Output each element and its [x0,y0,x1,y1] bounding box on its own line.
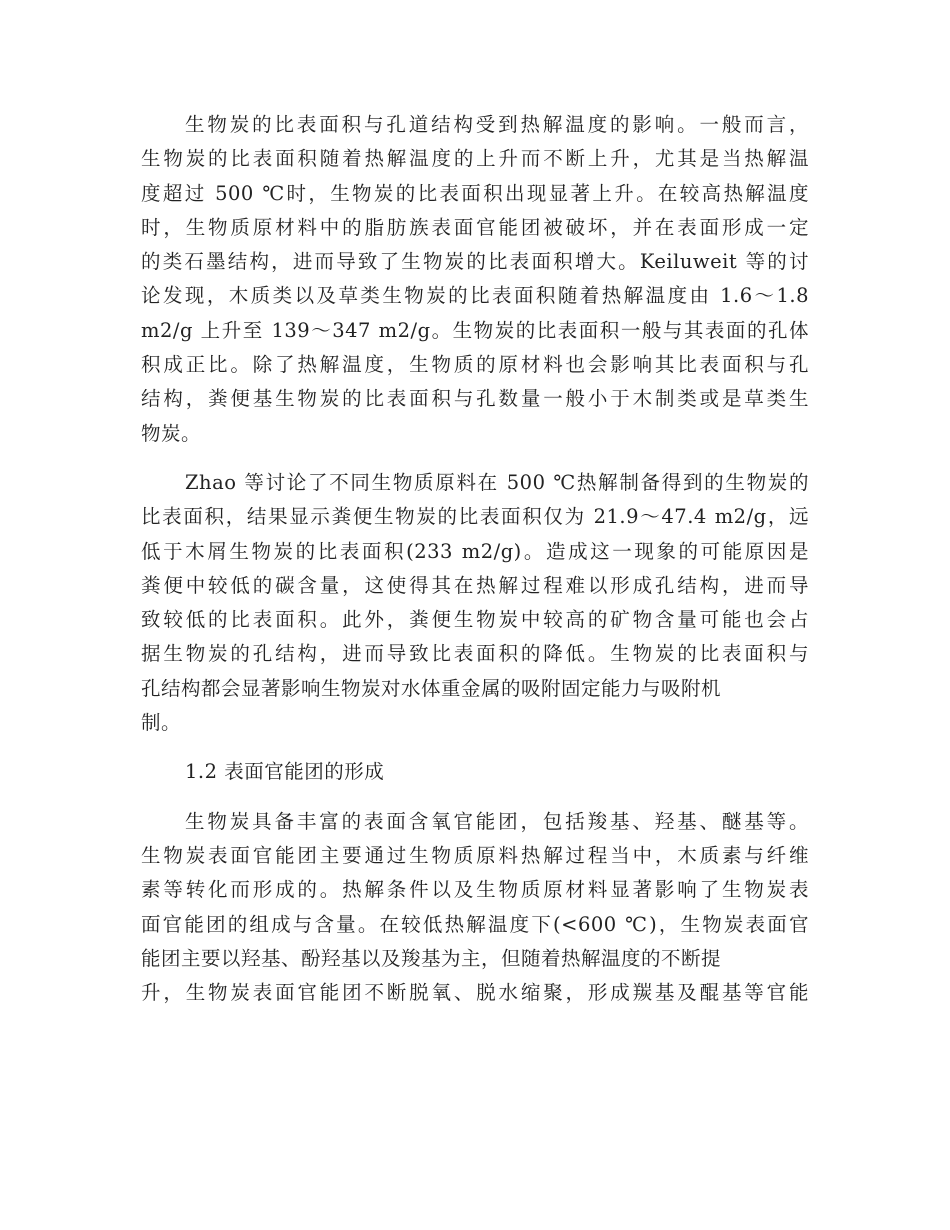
text-line: 能团主要以羟基、酚羟基以及羧基为主，但随着热解温度的不断提 [141,946,722,970]
paragraph-zhao-study [141,466,809,740]
text-line: 生物炭的比表面积与孔道结构受到热解温度的影响。一般而言， [185,113,809,136]
document-body [141,108,809,1010]
text-line: 据生物炭的孔结构，进而导致比表面积的降低。生物炭的比表面积与 [141,642,809,666]
text-line: 生物炭的比表面积随着热解温度的上升而不断上升，尤其是当热解温 [141,147,809,171]
text-line: 比表面积，结果显示粪便生物炭的比表面积仅为 21.9～47.4 m2/g，远 [141,505,809,529]
paragraph-biochar-surface-area [141,108,809,451]
text-line: Zhao 等讨论了不同生物质原料在 500 ℃热解制备得到的生物炭的 [185,470,809,494]
text-line: 的类石墨结构，进而导致了生物炭的比表面积增大。Keiluweit 等的讨 [141,250,809,274]
text-line: 结构，粪便基生物炭的比表面积与孔数量一般小于木制类或是草类生 [141,387,809,411]
text-line: 粪便中较低的碳含量，这使得其在热解过程难以形成孔结构，进而导 [141,573,809,597]
section-heading [141,755,809,789]
paragraph-gap [141,740,809,755]
text-line: 论发现，木质类以及草类生物炭的比表面积随着热解温度由 1.6～1.8 [141,284,809,308]
text-line: 物炭。 [141,421,202,445]
text-line: 积成正比。除了热解温度，生物质的原材料也会影响其比表面积与孔 [141,353,809,377]
section-title: 1.2 表面官能团的形成 [185,760,385,784]
text-line: 升，生物炭表面官能团不断脱氧、脱水缩聚，形成羰基及醌基等官能 [141,981,809,1005]
text-line: 度超过 500 ℃时，生物炭的比表面积出现显著上升。在较高热解温度 [141,181,809,205]
paragraph-gap [141,451,809,466]
text-line: 生物炭表面官能团主要通过生物质原料热解过程当中，木质素与纤维 [141,843,809,867]
text-line: 时，生物质原材料中的脂肪族表面官能团被破坏，并在表面形成一定 [141,215,809,239]
text-line: 制。 [141,711,182,735]
text-line: 低于木屑生物炭的比表面积(233 m2/g)。造成这一现象的可能原因是 [141,539,809,563]
text-line: m2/g 上升至 139～347 m2/g。生物炭的比表面积一般与其表面的孔体 [141,318,809,342]
paragraph-gap [141,790,809,805]
text-line: 生物炭具备丰富的表面含氧官能团，包括羧基、羟基、醚基等。 [185,809,809,833]
text-line: 孔结构都会显著影响生物炭对水体重金属的吸附固定能力与吸附机 [141,676,722,700]
text-line: 面官能团的组成与含量。在较低热解温度下(<600 ℃)，生物炭表面官 [141,912,809,936]
paragraph-functional-groups [141,805,809,1011]
text-line: 素等转化而形成的。热解条件以及生物质原材料显著影响了生物炭表 [141,878,809,902]
text-line: 致较低的比表面积。此外，粪便生物炭中较高的矿物含量可能也会占 [141,608,809,632]
